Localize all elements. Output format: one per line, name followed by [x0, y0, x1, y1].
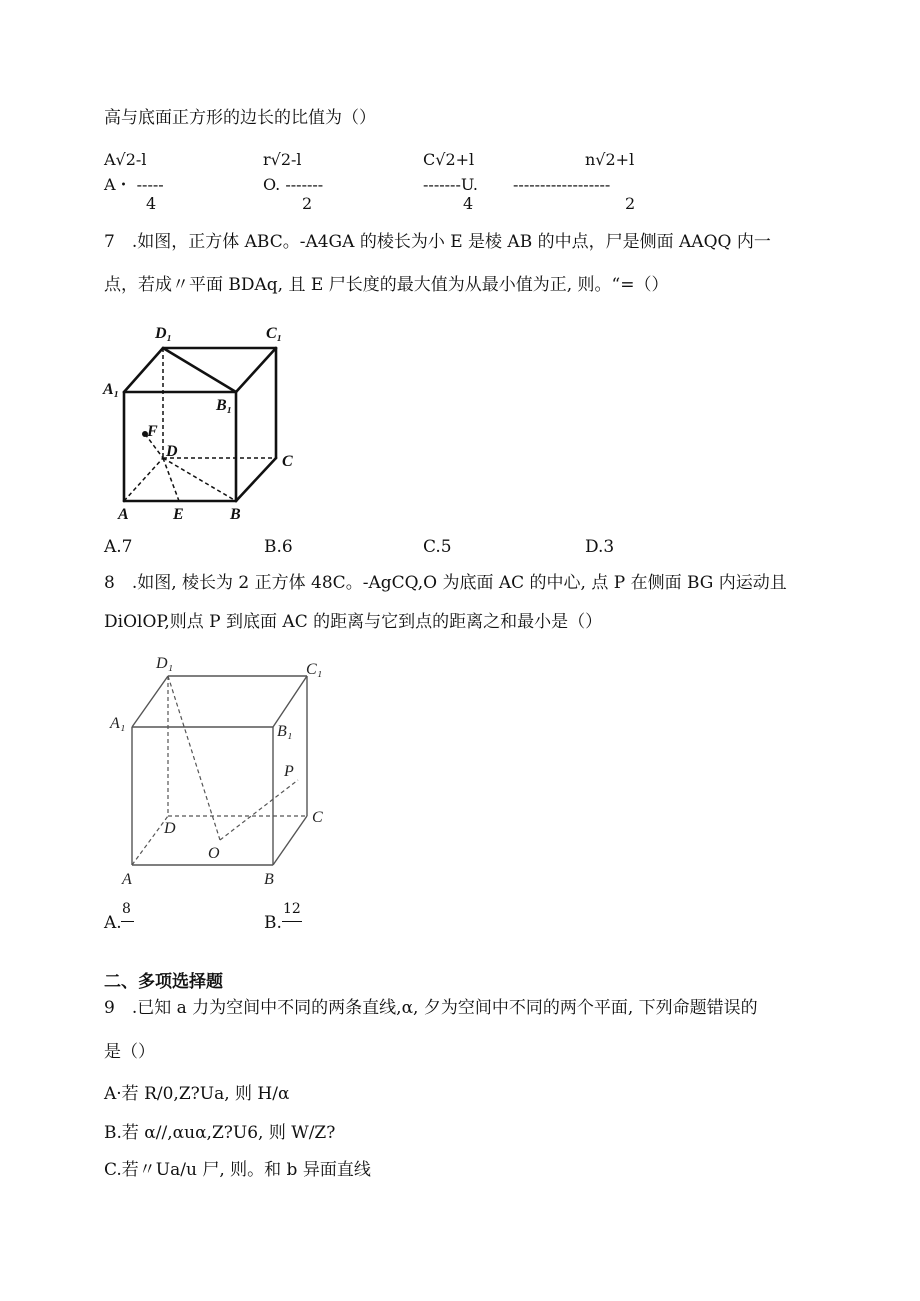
q6-option-a-bar: A・ -----: [104, 175, 164, 194]
q8-option-a-label: A.: [104, 913, 122, 933]
q8-option-a-fraction-bar: [121, 921, 134, 922]
section-heading-multiple-choice: 二、多项选择题: [104, 972, 223, 992]
q8-label-p: P: [284, 763, 294, 780]
q9-option-a: A·若 R/0,Z?Ua, 则 H/α: [104, 1084, 290, 1104]
q7-option-c: C.5: [423, 537, 452, 557]
q7-option-a: A.7: [104, 537, 133, 557]
q7-stem-line-2: 点，若成〃平面 BDAq, 且 E 尸长度的最大值为从最小值为正, 则。“=（）: [104, 275, 669, 295]
q6-option-c-denominator: 4: [463, 194, 474, 213]
q7-label-a1: A₁: [103, 381, 120, 398]
q6-option-c-bar: -------U.: [423, 175, 478, 194]
q9-stem-line-2: 是（）: [104, 1042, 155, 1062]
q6-option-b-denominator: 2: [302, 194, 313, 213]
q8-label-c: C: [312, 809, 323, 826]
q8-label-a: A: [122, 871, 132, 888]
q7-label-c1: C₁: [266, 325, 283, 342]
q6-option-b-numerator: r√2-l: [263, 150, 302, 169]
q7-label-d: D: [166, 443, 178, 460]
q7-option-b: B.6: [264, 537, 293, 557]
q6-stem-line: 高与底面正方形的边长的比值为（）: [104, 108, 376, 128]
q7-cube-figure: [100, 318, 310, 523]
q8-stem-line-1: 8 .如图, 棱长为 2 正方体 48C。-AgCQ,O 为底面 AC 的中心, 点 P 在侧面 BG 内运动且: [104, 573, 787, 593]
q8-label-d: D: [164, 820, 176, 837]
q9-option-c: C.若〃Ua/u 尸, 则。和 b 异面直线: [104, 1160, 371, 1180]
q7-label-d1: D₁: [155, 325, 173, 342]
q6-option-c-numerator: C√2+l: [423, 150, 475, 169]
q8-label-a1: A₁: [110, 715, 126, 732]
q8-label-c1: C₁: [306, 661, 323, 678]
q8-cube-figure: [100, 650, 340, 892]
q7-stem-line-1: 7 .如图，正方体 ABC。-A4GA 的棱长为小 E 是棱 AB 的中点，尸是侧面 AAQQ 内一: [104, 232, 771, 252]
q7-label-b: B: [230, 506, 241, 523]
q9-option-b: B.若 α//,αuα,Z?U6, 则 W/Z?: [104, 1123, 336, 1143]
q8-label-o: O: [208, 845, 220, 862]
q8-option-b-fraction-bar: [282, 921, 302, 922]
q6-option-d-bar: ------------------: [513, 175, 611, 194]
q8-option-a-numerator: 8: [122, 901, 131, 917]
q6-option-b-bar: O. -------: [263, 175, 324, 194]
q7-label-a: A: [118, 506, 129, 523]
q9-stem-line-1: 9 .已知 a 力为空间中不同的两条直线,α, 夕为空间中不同的两个平面, 下列命题错误的: [104, 998, 758, 1018]
q7-label-f: F: [147, 423, 158, 440]
q6-option-a-denominator: 4: [146, 194, 157, 213]
q8-label-d1: D₁: [156, 655, 174, 672]
q6-option-d-numerator: n√2+l: [585, 150, 635, 169]
q6-option-d-denominator: 2: [625, 194, 636, 213]
q8-option-b-numerator: 12: [283, 901, 301, 917]
q8-option-b-label: B.: [264, 913, 282, 933]
q7-label-b1: B₁: [216, 397, 233, 414]
q7-label-c: C: [282, 453, 293, 470]
q6-option-a-numerator: A√2-l: [104, 150, 147, 169]
q8-stem-line-2: DiOlOP,则点 P 到底面 AC 的距离与它到点的距离之和最小是（）: [104, 612, 603, 632]
q8-label-b1: B₁: [277, 723, 293, 740]
q7-label-e: E: [173, 506, 184, 523]
q7-option-d: D.3: [585, 537, 615, 557]
q8-label-b: B: [264, 871, 274, 888]
